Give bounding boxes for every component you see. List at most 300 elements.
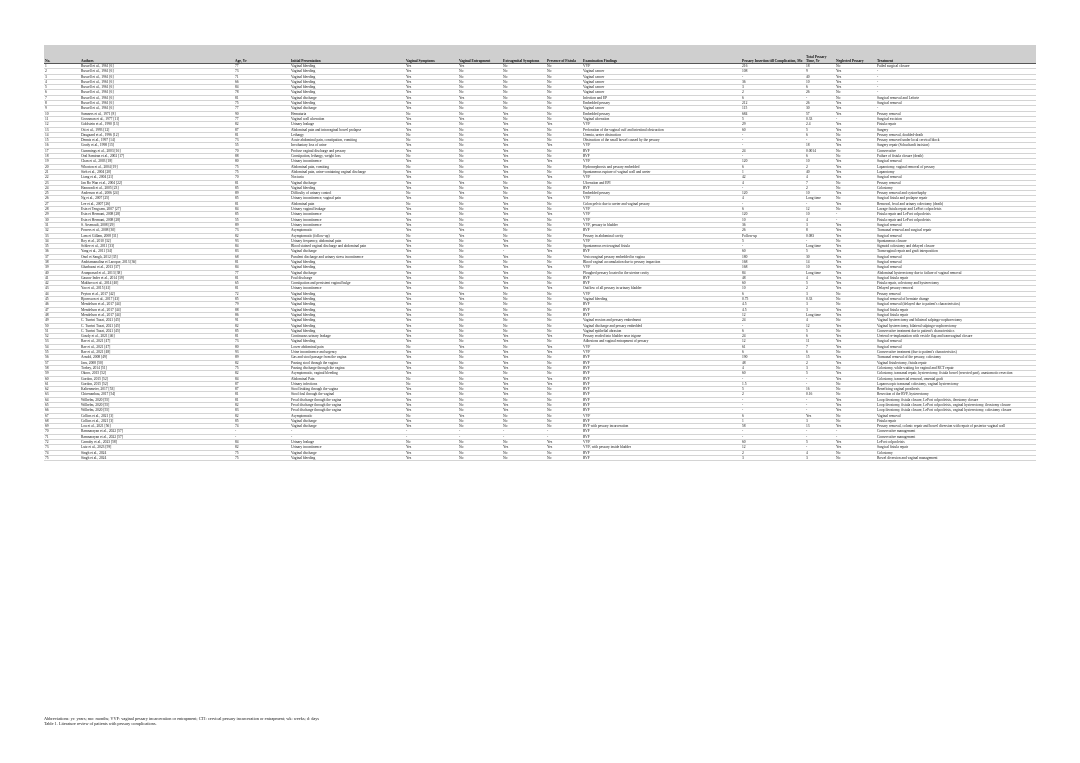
table-cell: 3 [805,222,835,227]
table-cell: Surgical removal (delayed due to patient's characteristics) [876,302,1036,307]
table-cell: No [835,154,876,159]
table-cell: Yes [502,270,546,275]
table-cell: RVF [582,355,741,360]
table-cell: Constipation and persistent vaginal bulge [290,281,405,286]
table-cell: RVF [582,371,741,376]
table-cell: 85 [234,212,290,217]
table-cell: Yes [405,180,458,185]
table-cell: Chirenanbau, 2017 [54] [80,392,234,397]
table-cell: Yes [502,169,546,174]
table-cell: No [458,154,502,159]
table-cell: Lam et Gillam, 2008 [31] [80,233,234,238]
table-cell: Urinary leakage [290,440,405,445]
table-cell: No [546,281,582,286]
table-cell: No [546,238,582,243]
table-cell: Yes [458,180,502,185]
table-cell: Russell et al., 1961 [6] [80,95,234,100]
table-header [44,45,1036,64]
table-cell: No [405,164,458,169]
table-cell: Involuntary loss of urine [290,143,405,148]
table-cell: Yes [502,286,546,291]
table-cell: Urinary leakage [290,122,405,127]
table-cell: Yes [502,111,546,116]
table-cell: Conservative management [876,429,1036,434]
table-cell: - [741,376,805,381]
table-cell: 115 [741,106,805,111]
table-cell: Grody et al., 1998 [15] [80,143,234,148]
table-cell: No [405,201,458,206]
table-cell: No [546,297,582,302]
table-cell: No [546,164,582,169]
table-cell: 88 [234,154,290,159]
table-cell: Pessary removal [876,291,1036,296]
table-cell: Yes [502,127,546,132]
table-cell: 57 [805,111,835,116]
table-cell: 60 [741,440,805,445]
table-cell: 75 [234,169,290,174]
table-cell: Mendelson et al., 2017 [44] [80,307,234,312]
table-cell: No [458,217,502,222]
table-cell: Foul discharge [290,275,405,280]
table-cell: Vaginal erosion and pessary embedment [582,318,741,323]
table-cell: No [502,424,546,429]
table-cell: 27 [44,201,80,206]
table-cell: 55 [234,217,290,222]
table-cell: - [741,429,805,434]
table-cell: 53 [44,339,80,344]
table-cell: Kaltenmeier, 2017 [53] [80,387,234,392]
table-cell: Arnold, 2008 [49] [80,355,234,360]
table-cell: Esin et Tengcam, 2007 [27] [80,207,234,212]
table-cell: RVF [582,302,741,307]
table-cell: 64 [44,397,80,402]
table-cell: Yes [835,159,876,164]
table-cell: VVF [582,143,741,148]
table-cell: 4.5 [741,307,805,312]
table-cell: Yes [835,344,876,349]
table-cell: No [546,403,582,408]
table-cell: Yes [405,424,458,429]
table-cell: 14 [44,132,80,137]
table-cell: Fistula repair and LeFort colpocleisis [876,212,1036,217]
table-cell: Yes [458,291,502,296]
table-cell: No [458,381,502,386]
table-cell: 78 [234,90,290,95]
table-cell: 9 [805,69,835,74]
table-cell: No [502,397,546,402]
table-cell: No [502,455,546,460]
table-cell: Yes [405,238,458,243]
table-cell: 58 [44,365,80,370]
table-cell: Yes [835,169,876,174]
table-cell: 5 [805,371,835,376]
table-cell: Hanavadi et al., 2005 [23] [80,185,234,190]
table-cell: 6 [741,350,805,355]
table-cell: 91 [234,318,290,323]
table-cell: Loop ileostomy, fistula closure, LeFort colpocleisis, vaginal hysterectomy, colostomy closure [876,408,1036,413]
table-cell: Yes [835,201,876,206]
table-cell: No [502,291,546,296]
table-cell: No [502,85,546,90]
table-cell: Surgical fistula repair [876,275,1036,280]
table-cell: Lutz et al., 2023 [59] [80,445,234,450]
table-cell: RVF [582,228,741,233]
table-cell: No [835,148,876,153]
table-cell: 0.75 [741,297,805,302]
table-cell: No [502,95,546,100]
table-cell: No [546,360,582,365]
table-cell: Continuous urinary leakage [290,334,405,339]
table-cell: Yes [502,164,546,169]
table-cell: - [805,445,835,450]
table-cell: Yes [405,217,458,222]
table-cell: 60 [741,127,805,132]
table-cell: No [546,244,582,249]
table-cell: No [546,424,582,429]
table-cell: Beneficing vaginal prosthesis [876,387,1036,392]
table-cell: Spontaneous rectovaginal fistula [582,244,741,249]
table-cell: No [458,201,502,206]
table-cell: RVF [582,418,741,423]
table-cell: 77 [234,270,290,275]
table-cell: No [546,85,582,90]
table-cell: Yes [835,376,876,381]
table-cell: Yes [546,159,582,164]
abbreviations-note: Abbreviations: yr: years; mo: months; VVF: vaginal pessary incarceration or entrapment; CTI: cervical pessary incarceration or entrapment; wk: weeks; d: days [44,716,320,721]
table-cell: Roy et al., 2010 [32] [80,238,234,243]
table-cell: Surgical removal [876,259,1036,264]
table-cell: Surgical removal [876,254,1036,259]
table-cell: No [458,397,502,402]
table-cell: Vaginal bleeding [290,101,405,106]
table-cell: Yes [546,381,582,386]
table-cell: 29 [741,122,805,127]
table-cell: Yes [835,286,876,291]
table-cell: Yes [835,111,876,116]
table-cell: - [290,434,405,439]
table-cell: 7 [44,95,80,100]
table-cell: - [290,429,405,434]
table-cell: Yes [502,281,546,286]
table-cell: 684 [741,111,805,116]
table-cell: 1 [741,418,805,423]
table-cell: Yes [546,344,582,349]
table-cell: 84 [234,85,290,90]
table-cell: Yes [458,228,502,233]
table-cell: Vaginal ulceration [582,116,741,121]
table-cell: 5 [805,440,835,445]
table-cell: Yes [546,265,582,270]
table-cell: Yes [502,185,546,190]
table-cell: Yes [546,376,582,381]
table-cell: C. Turrini Tuzzi, 2021 [45] [80,328,234,333]
table-cell: No [546,323,582,328]
table-cell: 11 [805,339,835,344]
table-cell: 48 [741,275,805,280]
table-cell: No [502,90,546,95]
table-cell: No [458,270,502,275]
table-cell: RVF [582,185,741,190]
table-cell: No [458,334,502,339]
table-cell: Sumners et al., 1971 [8] [80,111,234,116]
table-cell: 85 [234,185,290,190]
table-cell: Yes [405,371,458,376]
table-cell: Russell et al., 1961 [6] [80,101,234,106]
table-cell: - [458,429,502,434]
table-cell: Yes [835,408,876,413]
table-cell: 6 [741,291,805,296]
table-cell: Yao et al., 2015 [41] [80,286,234,291]
table-cell: No [546,254,582,259]
table-cell: Yes [835,143,876,148]
table-cell: 74 [234,424,290,429]
table-cell: Surgical removal [876,265,1036,270]
table-cell: Yes [405,328,458,333]
table-cell: No [546,371,582,376]
table-cell: 72 [44,440,80,445]
table-cell: Yes [405,222,458,227]
table-cell: Yes [805,413,835,418]
table-cell: Conservative treatment (due to patient's characteristics) [876,350,1036,355]
table-cell: No [458,74,502,79]
table-cell: Embedded pessary [582,101,741,106]
table-cell: Yes [835,355,876,360]
table-cell: Yes [835,85,876,90]
table-cell: 84 [234,376,290,381]
table-cell: VVF, pessary in bladder [582,222,741,227]
table-cell: No [458,254,502,259]
table-cell: 4 [741,196,805,201]
table-cell: No [546,259,582,264]
table-cell: 82 [234,371,290,376]
table-cell: Yang et al., 2011 [34] [80,249,234,254]
table-cell: Urinary infections [290,381,405,386]
table-cell: No [502,323,546,328]
table-cell: Yes [405,185,458,190]
table-cell: Anderson et al., 2006 [24] [80,191,234,196]
table-cell: - [741,434,805,439]
table-cell: Yes [502,403,546,408]
table-cell: Vesicovaginal pessary embedded in vagina [582,254,741,259]
table-cell: 212 [741,101,805,106]
table-cell: Yes [502,122,546,127]
table-cell: Rae et al., 2021 [47] [80,339,234,344]
table-cell: RVF [582,429,741,434]
table-cell: Yes [502,254,546,259]
table-cell: - [741,143,805,148]
table-cell: Yes [405,350,458,355]
table-cell: 0.33 [805,116,835,121]
table-cell: Yes [835,101,876,106]
table-cell: No [458,106,502,111]
table-cell: 12 [741,312,805,317]
table-cell: 84 [234,244,290,249]
table-cell: 56 [44,355,80,360]
table-cell: Yes [405,291,458,296]
table-cell: Yes [835,312,876,317]
table-cell: Yes [502,392,546,397]
table-cell: 82 [234,413,290,418]
table-cell: Yes [835,191,876,196]
table-cell: Surgical removal [876,233,1036,238]
table-cell: Colostomy, transrectal removal, omental graft [876,376,1036,381]
column-header: Vaginal Symptoms [405,45,458,64]
table-cell: RVF [582,397,741,402]
table-cell: Yes [405,212,458,217]
table-cell: 5 [805,328,835,333]
table-cell: 5 [741,387,805,392]
table-cell: Yes [405,249,458,254]
table-cell: 4 [741,365,805,370]
table-cell: RVF [582,392,741,397]
column-header: No. [44,45,80,64]
table-cell: 77 [234,116,290,121]
table-cell: No [546,302,582,307]
table-cell: Conservative [876,148,1036,153]
table-cell: No [502,318,546,323]
table-cell: 4 [741,180,805,185]
table-cell: - [835,429,876,434]
table-cell: Vaginal bleeding [290,259,405,264]
table-cell: No [546,217,582,222]
table-cell: 12 [741,339,805,344]
table-cell: Jaru, 2008 [50] [80,360,234,365]
table-cell: No [405,111,458,116]
table-cell: Cummings et al., 2003 [16] [80,148,234,153]
table-cell: Yes [405,307,458,312]
table-cell: No [502,106,546,111]
table-cell: 3 [741,85,805,90]
table-cell: 62 [44,387,80,392]
table-cell: No [458,122,502,127]
table-cell: Stool leaking through the vagina [290,387,405,392]
table-cell: 16 [805,387,835,392]
table-cell: Embedded pessary [582,191,741,196]
table-cell: Long time [805,196,835,201]
table-cell: Russell et al., 1961 [6] [80,106,234,111]
table-cell: 51 [44,328,80,333]
table-cell: No [458,169,502,174]
table-cell: 83 [234,249,290,254]
table-cell: No [502,418,546,423]
table-cell: No [502,228,546,233]
table-cell: Yes [405,445,458,450]
table-cell: 13 [805,424,835,429]
table-cell: 68 [234,254,290,259]
table-cell: No [458,69,502,74]
table-cell: Surgical fistula repair [876,307,1036,312]
table-cell: 14 [805,259,835,264]
table-cell: No [546,169,582,174]
table-cell: Laparoscopic transanal colostomy, vaginal hysterectomy [876,381,1036,386]
table-cell: RVF [582,387,741,392]
table-cell: Yes [405,169,458,174]
table-cell: Profuse vaginal discharge and pessary [290,148,405,153]
table-cell: No [546,291,582,296]
table-cell: 18 [805,64,835,69]
table-cell: No [458,111,502,116]
table-cell: 75 [234,365,290,370]
table-cell: 43 [44,286,80,291]
table-cell: 88 [234,307,290,312]
table-cell: No [835,238,876,243]
table-cell: Vaginal removal [876,413,1036,418]
table-cell: No [546,74,582,79]
table-cell: Yes [405,159,458,164]
table-cell: Fistula repair, colectomy and hysterectomy [876,281,1036,286]
table-cell: VVF [582,217,741,222]
table-cell: No [458,196,502,201]
table-cell: RVF [582,312,741,317]
table-cell: No [835,392,876,397]
table-cell: 2 [741,450,805,455]
table-cell: 55 [234,143,290,148]
table-cell: Yes [405,355,458,360]
table-cell: No [405,191,458,196]
table-cell: Yes [835,106,876,111]
table-cell: Yes [835,122,876,127]
table-cell: 4.5 [741,302,805,307]
table-cell: Yes [835,233,876,238]
table-cell: No [546,270,582,275]
table-cell: 81 [234,132,290,137]
table-cell: 29 [44,212,80,217]
table-cell: Yes [546,212,582,217]
table-cell: Andriamanalina et Laroque, 2013 [36] [80,259,234,264]
table-cell: 36 [741,79,805,84]
table-cell: Urinary incontinence [290,217,405,222]
table-cell: No [546,138,582,143]
table-cell: No [458,148,502,153]
table-cell: Yes [502,275,546,280]
table-cell: Vaginal bleeding [290,64,405,69]
table-cell: No [458,392,502,397]
table-cell: Failed surgical closure [876,64,1036,69]
table-cell: - [741,132,805,137]
table-cell: Yes [546,334,582,339]
table-cell: 1 [44,64,80,69]
table-cell: Lower abdominal pain [290,344,405,349]
table-cell: 4 [805,450,835,455]
table-cell: Long time [805,270,835,275]
table-cell: No [458,259,502,264]
table-cell: - [741,403,805,408]
table-cell: Yes [835,397,876,402]
table-cell: Colostomy, transanal repair, hysterectomy, fistula bowel (resected part), anastomotic resection [876,371,1036,376]
column-header: Treatment [876,45,1036,64]
table-cell: Perforation of the vaginal cuff and intestinal obstruction [582,127,741,132]
table-cell: Yes [546,143,582,148]
table-cell: No [835,95,876,100]
table-cell: No [835,365,876,370]
table-cell: 87 [234,387,290,392]
table-cell: 0.16 [805,392,835,397]
table-cell: Yes [835,339,876,344]
table-cell: Vaginal bleeding [290,90,405,95]
table-cell: 1.5 [741,381,805,386]
table-cell: Carnaby et al., 2023 [58] [80,440,234,445]
column-header: Age, Yr [234,45,290,64]
table-cell: No [835,291,876,296]
table-cell: Yes [502,360,546,365]
table-cell: Okoro, 2015 [52] [80,371,234,376]
table-cell: Pessary eroded into bladder near trigone [582,334,741,339]
table-cell: 120 [741,159,805,164]
table-cell: No [546,228,582,233]
table-cell: 61 [741,344,805,349]
table-cell: No [546,201,582,206]
table-cell: Yes [458,64,502,69]
